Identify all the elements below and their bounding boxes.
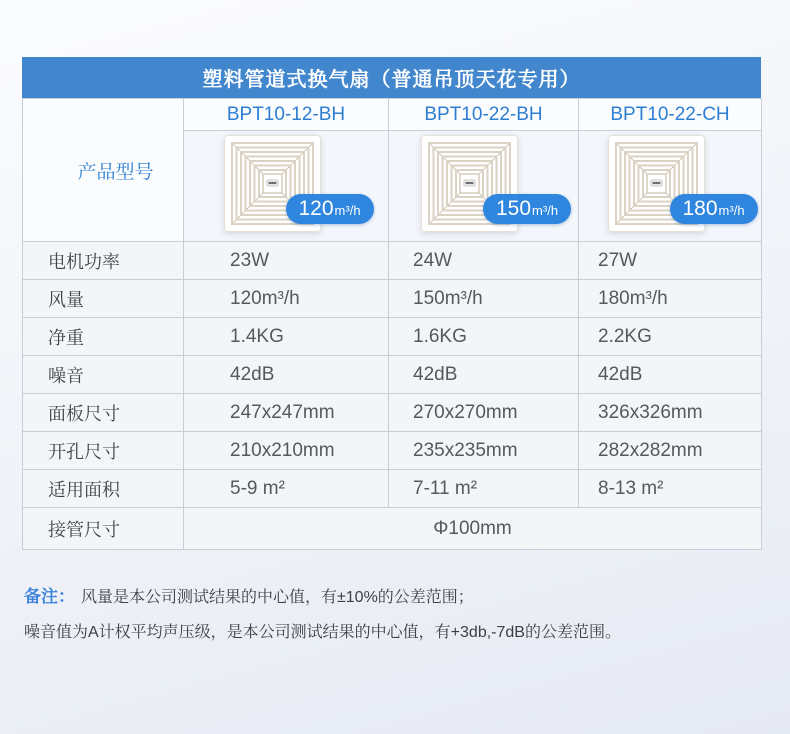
row-label: 噪音: [23, 356, 184, 394]
remarks-label: 备注：: [24, 587, 75, 606]
row-label: 适用面积: [23, 470, 184, 508]
row-label: 接管尺寸: [23, 508, 184, 550]
table-row-pipe-size: [23, 508, 762, 550]
airflow-badge-value: 150: [496, 196, 532, 220]
airflow-badge-value: 180: [682, 196, 718, 220]
table-row-motor-power: [23, 242, 762, 280]
remarks-line-1: [24, 584, 769, 611]
cell-value: 42dB: [579, 356, 762, 394]
cell-value: 5-9 m²: [184, 470, 389, 508]
product-model-label: 产品型号: [23, 99, 184, 242]
cell-value: 8-13 m²: [579, 470, 762, 508]
table-row-net-weight: [23, 318, 762, 356]
remarks-line-2: 噪音值为A计权平均声压级，是本公司测试结果的中心值，有+3db,-7dB的公差范围。: [24, 624, 621, 641]
model-name-1: BPT10-12-BH: [184, 99, 389, 131]
vent-fan-image: [224, 135, 361, 232]
cell-value: 326x326mm: [579, 394, 762, 432]
cell-value: 7-11 m²: [389, 470, 579, 508]
vent-fan-image: [608, 135, 745, 232]
cell-value: 24W: [389, 242, 579, 280]
product-image-cell-1: [184, 131, 389, 242]
table-row-airflow: [23, 280, 762, 318]
spec-sheet: [22, 57, 761, 550]
cell-value: 27W: [579, 242, 762, 280]
product-image-cell-2: [389, 131, 579, 242]
remarks-text-1: 风量是本公司测试结果的中心值，有±10%的公差范围；: [81, 589, 474, 606]
cell-value: 247x247mm: [184, 394, 389, 432]
cell-value: 180m³/h: [579, 280, 762, 318]
airflow-badge: [483, 194, 571, 224]
table-row-cutout-size: [23, 432, 762, 470]
row-label: 风量: [23, 280, 184, 318]
airflow-badge-unit: m³/h: [532, 202, 559, 218]
cell-value-merged: Φ100mm: [184, 508, 762, 550]
airflow-badge-unit: m³/h: [334, 202, 361, 218]
row-label: 开孔尺寸: [23, 432, 184, 470]
table-row-panel-size: [23, 394, 762, 432]
airflow-badge-value: 120: [298, 196, 334, 220]
cell-value: 270x270mm: [389, 394, 579, 432]
cell-value: 42dB: [184, 356, 389, 394]
airflow-badge-unit: m³/h: [718, 202, 745, 218]
row-label: 净重: [23, 318, 184, 356]
page-title: 塑料管道式换气扇（普通吊顶天花专用）: [22, 57, 761, 98]
table-row-applicable-area: [23, 470, 762, 508]
airflow-badge: [670, 194, 758, 224]
row-label: 面板尺寸: [23, 394, 184, 432]
model-name-2: BPT10-22-BH: [389, 99, 579, 131]
model-name-3: BPT10-22-CH: [579, 99, 762, 131]
product-image-cell-3: [579, 131, 762, 242]
cell-value: 1.6KG: [389, 318, 579, 356]
cell-value: 23W: [184, 242, 389, 280]
row-label: 电机功率: [23, 242, 184, 280]
cell-value: 120m³/h: [184, 280, 389, 318]
airflow-badge: [286, 194, 374, 224]
vent-fan-image: [421, 135, 559, 232]
spec-table: [22, 98, 762, 550]
cell-value: 150m³/h: [389, 280, 579, 318]
table-row-noise: [23, 356, 762, 394]
cell-value: 210x210mm: [184, 432, 389, 470]
cell-value: 235x235mm: [389, 432, 579, 470]
model-header-row: [23, 99, 762, 131]
remarks-section: [24, 584, 769, 646]
cell-value: 1.4KG: [184, 318, 389, 356]
cell-value: 2.2KG: [579, 318, 762, 356]
cell-value: 282x282mm: [579, 432, 762, 470]
cell-value: 42dB: [389, 356, 579, 394]
